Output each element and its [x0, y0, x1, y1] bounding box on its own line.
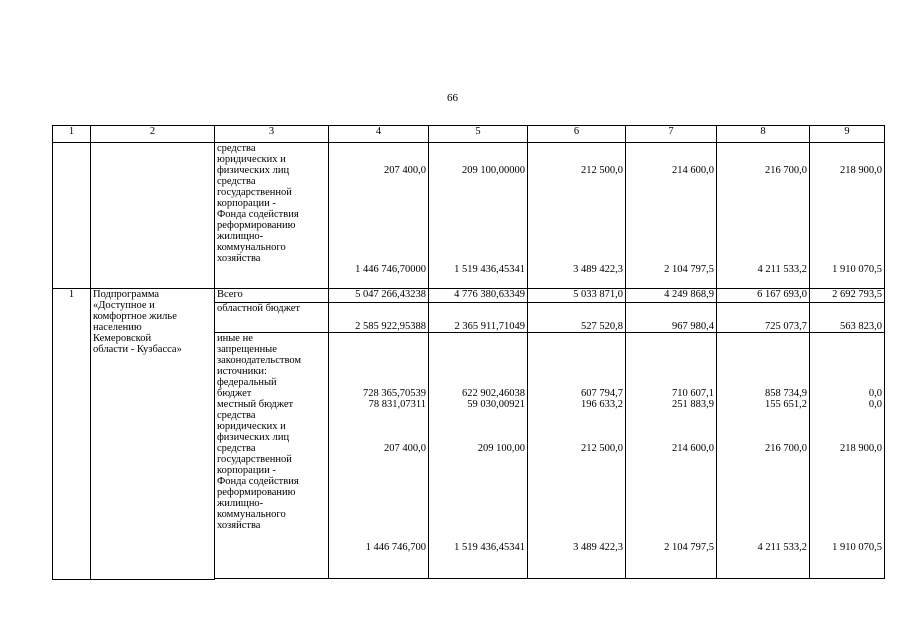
table-row-continuation	[53, 143, 885, 289]
value-cell: 0,0 0,0 218 900,0 1 910 070,5	[810, 333, 885, 579]
other-sources-label: иные не запрещенные законодательством источники: федеральный бюджет местный бюджет средства юридических и физических лиц средства государственной корпорации - Фонда содействия реформированию жилищно- коммунального хозяйства	[215, 333, 329, 579]
value-cell: 209 100,00000 1 519 436,45341	[429, 143, 528, 289]
value-cell: 216 700,0 4 211 533,2	[717, 143, 810, 289]
value-cell: 527 520,8	[528, 303, 626, 333]
regional-label: областной бюджет	[215, 303, 329, 333]
value-cell: 563 823,0	[810, 303, 885, 333]
value-cell: 725 073,7	[717, 303, 810, 333]
column-header: 3	[215, 126, 329, 143]
page-number: 66	[447, 92, 458, 104]
value-cell: 2 585 922,95388	[329, 303, 429, 333]
column-header: 4	[329, 126, 429, 143]
header-row	[53, 126, 885, 143]
column-header: 6	[528, 126, 626, 143]
value-cell: 967 980,4	[626, 303, 717, 333]
value-cell: 207 400,0 1 446 746,70000	[329, 143, 429, 289]
value-cell: 212 500,0 3 489 422,3	[528, 143, 626, 289]
total-label: Всего	[215, 289, 329, 303]
value-cell: 5 033 871,0	[528, 289, 626, 303]
value-cell: 710 607,1 251 883,9 214 600,0 2 104 797,5	[626, 333, 717, 579]
column-header: 2	[91, 126, 215, 143]
column-header: 9	[810, 126, 885, 143]
value-cell: 4 249 868,9	[626, 289, 717, 303]
value-cell: 218 900,0 1 910 070,5	[810, 143, 885, 289]
value-cell: 607 794,7 196 633,2 212 500,0 3 489 422,3	[528, 333, 626, 579]
program-number: 1	[53, 289, 91, 580]
source-label: средства юридических и физических лиц средства государственной корпорации - Фонда содействия реформированию жилищно- коммунального хозяйства	[215, 143, 329, 289]
value-cell: 214 600,0 2 104 797,5	[626, 143, 717, 289]
table-row-total	[53, 289, 885, 303]
value-cell: 2 365 911,71049	[429, 303, 528, 333]
value-cell: 728 365,70539 78 831,07311 207 400,0 1 446 746,700	[329, 333, 429, 579]
value-cell: 4 776 380,63349	[429, 289, 528, 303]
budget-table	[52, 125, 885, 580]
value-cell: 6 167 693,0	[717, 289, 810, 303]
value-cell: 622 902,46038 59 030,00921 209 100,00 1 519 436,45341	[429, 333, 528, 579]
value-cell: 858 734,9 155 651,2 216 700,0 4 211 533,2	[717, 333, 810, 579]
program-name: Подпрограмма «Доступное и комфортное жилье населению Кемеровской области - Кузбасса»	[91, 289, 215, 580]
column-header: 7	[626, 126, 717, 143]
column-header: 1	[53, 126, 91, 143]
column-header: 8	[717, 126, 810, 143]
column-header: 5	[429, 126, 528, 143]
value-cell: 5 047 266,43238	[329, 289, 429, 303]
value-cell: 2 692 793,5	[810, 289, 885, 303]
